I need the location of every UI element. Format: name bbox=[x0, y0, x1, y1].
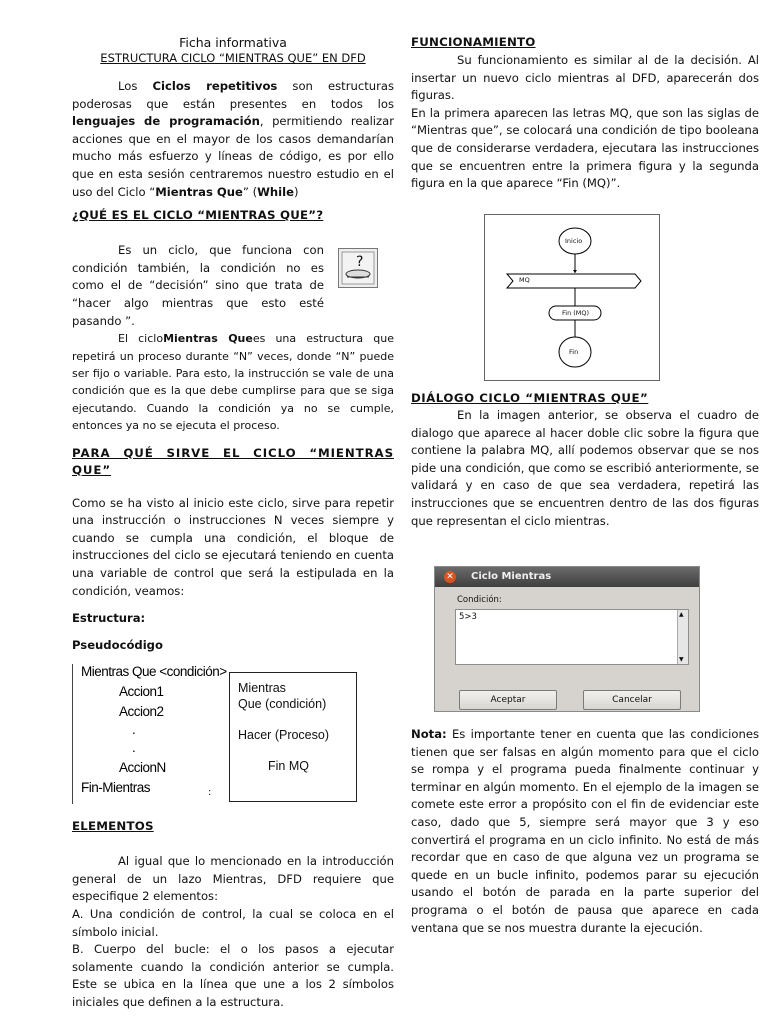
box-line: Que (condición) bbox=[238, 697, 327, 712]
dialog-titlebar bbox=[435, 567, 699, 587]
funcionamiento-paragraph-2: En la primera aparecen las letras MQ, que son las siglas de “Mientras que”, se colocará una condición de tipo booleana que de considerarse verdadera, ejecutara las instrucciones que se encuentren entre la primera figura y la segunda figura en la que aparece “Fin (MQ)”. bbox=[411, 105, 759, 191]
accept-button[interactable]: Aceptar bbox=[459, 690, 557, 710]
svg-text:?: ? bbox=[356, 254, 364, 271]
pseudo-line: Fin-Mientras bbox=[81, 780, 151, 796]
box-line: Fin MQ bbox=[268, 759, 309, 774]
estructura-label: Estructura: bbox=[72, 611, 146, 626]
intro-paragraph: Los Ciclos repetitivos son estructuras poderosas que están presentes en todos los lenguajes de programación, permitiendo realizar acciones que en el mayor de los casos demandarían mucho más esfuerzo y líneas de código, es por ello que en esta sesión centraremos nuestro estudio en el uso del Ciclo “Mientras Que” (While) bbox=[72, 79, 394, 199]
pseudo-line: Mientras Que <condición> bbox=[81, 664, 227, 680]
que-es-paragraph-2: El cicloMientras Quees una estructura que repetirá un proceso durante “N” veces, donde “N” puede ser fijo o variable. Para esto, la instrucción se vale de una condición que es la que debe cumplirse para que se siga ejecutando. Cuando la condición ya no se cumple, entonces ya no se ejecuta el proceso. bbox=[72, 332, 395, 433]
diagram-fin-label: Fin bbox=[569, 348, 579, 356]
loop-icon bbox=[338, 248, 378, 288]
diagram-mq-label: MQ bbox=[519, 276, 530, 284]
condition-value: 5>3 bbox=[459, 612, 477, 622]
page-subtitle: ESTRUCTURA CICLO “MIENTRAS QUE” EN DFD bbox=[100, 51, 366, 65]
diagram-fin-mq-label: Fin (MQ) bbox=[562, 309, 590, 317]
pseudocodigo-label: Pseudocódigo bbox=[72, 638, 163, 653]
section-heading-elementos: ELEMENTOS bbox=[72, 819, 154, 834]
pseudocode-figures: Mientras Que <condición> Accion1 Accion2 . . AccionN Fin-Mientras : Mientras Que (condición) Hacer (Proceso) Fin MQ bbox=[72, 654, 394, 804]
pseudocode-box bbox=[229, 672, 357, 802]
pseudo-line: Accion1 bbox=[119, 684, 164, 700]
pseudocode-image bbox=[72, 664, 227, 804]
pseudo-line: AccionN bbox=[119, 760, 166, 776]
elemento-a: A. Una condición de control, la cual se coloca en el símbolo inicial. bbox=[72, 906, 394, 939]
section-heading-que-es: ¿QUÉ ES EL CICLO “MIENTRAS QUE”? bbox=[72, 208, 324, 223]
nota-paragraph: Nota: Es importante tener en cuenta que las condiciones tienen que ser falsas en algún momento para que el ciclo se rompa y el programa pueda finalmente continuar y terminar en algún momento. En el ejemplo de la imagen se comete este error a propósito con el fin de evidenciar este caso, dado que 5, siempre será mayor que 3 y eso convertirá el programa en un ciclo infinito. No está de más recordar que en caso de que alguna vez un programa se quede en un bucle infinito, podemos parar su ejecución usando el botón de parada en la parte superior del programa o el botón de pausa que aparece en cada ventana que se nos muestra durante la ejecución. bbox=[411, 727, 759, 935]
scroll-down-icon[interactable]: ▼ bbox=[679, 656, 684, 663]
ciclo-mientras-dialog bbox=[434, 566, 700, 712]
elementos-intro: Al igual que lo mencionado en la introducción general de un lazo Mientras, DFD requiere que especifique 2 elementos: bbox=[72, 854, 394, 904]
box-line: Hacer (Proceso) bbox=[238, 728, 329, 743]
cancel-button[interactable]: Cancelar bbox=[583, 690, 681, 710]
scroll-up-icon[interactable]: ▲ bbox=[679, 611, 684, 618]
close-icon[interactable]: ✕ bbox=[444, 571, 456, 583]
para-que-paragraph: Como se ha visto al inicio este ciclo, sirve para repetir una instrucción o instrucciones N veces siempre y cuando se cumpla una condición, el bloque de instrucciones del ciclo se ejecutará teniendo en cuenta una variable de control que será la estipulada en la condición, veamos: bbox=[72, 495, 394, 598]
dialogo-section bbox=[411, 390, 759, 530]
section-heading-dialogo: DIÁLOGO CICLO “MIENTRAS QUE” bbox=[411, 391, 649, 405]
que-es-block bbox=[72, 242, 394, 330]
nota-section bbox=[411, 726, 759, 937]
flow-diagram bbox=[484, 214, 660, 381]
pseudo-line: Accion2 bbox=[119, 704, 164, 720]
que-es-paragraph-1: Es un ciclo, que funciona con condición también, la condición no es como el de “decisión” sino que trata de “hacer algo mientras que esto esté pasando ”. bbox=[72, 243, 324, 328]
box-line: Mientras bbox=[238, 681, 286, 696]
pseudo-line: . bbox=[132, 740, 136, 756]
condition-input[interactable] bbox=[455, 609, 689, 665]
section-heading-para-que: PARA QUÉ SIRVE EL CICLO “MIENTRAS QUE” bbox=[72, 445, 394, 477]
dialog-title: Ciclo Mientras bbox=[471, 571, 552, 582]
left-column bbox=[72, 34, 394, 1011]
diagram-inicio-label: Inicio bbox=[565, 237, 583, 245]
dialogo-paragraph: En la imagen anterior, se observa el cuadro de dialogo que aparece al hacer doble clic sobre la figura que contiene la palabra MQ, allí podemos observar que se nos pide una condición, que como se escribió anteriormente, se validará y en caso de que sea verdadera, repetirá las instrucciones que se encuentren dentro de las dos figuras que representan el ciclo mientras. bbox=[411, 408, 759, 528]
right-column bbox=[411, 34, 759, 193]
funcionamiento-paragraph-1: Su funcionamiento es similar al de la decisión. Al insertar un nuevo ciclo mientras al DFD, aparecerán dos figuras. bbox=[411, 53, 759, 103]
section-heading-funcionamiento: FUNCIONAMIENTO bbox=[411, 35, 536, 49]
condition-label: Condición: bbox=[457, 595, 502, 605]
pseudo-line: . bbox=[132, 722, 136, 738]
elemento-b: B. Cuerpo del bucle: el o los pasos a ejecutar solamente cuando la condición anterior se cumpla. Este se ubica en la línea que une a los 2 símbolos iniciales que definen a la estructura. bbox=[72, 942, 394, 1009]
page-title: Ficha informativa bbox=[179, 35, 287, 50]
scrollbar[interactable] bbox=[677, 610, 688, 664]
